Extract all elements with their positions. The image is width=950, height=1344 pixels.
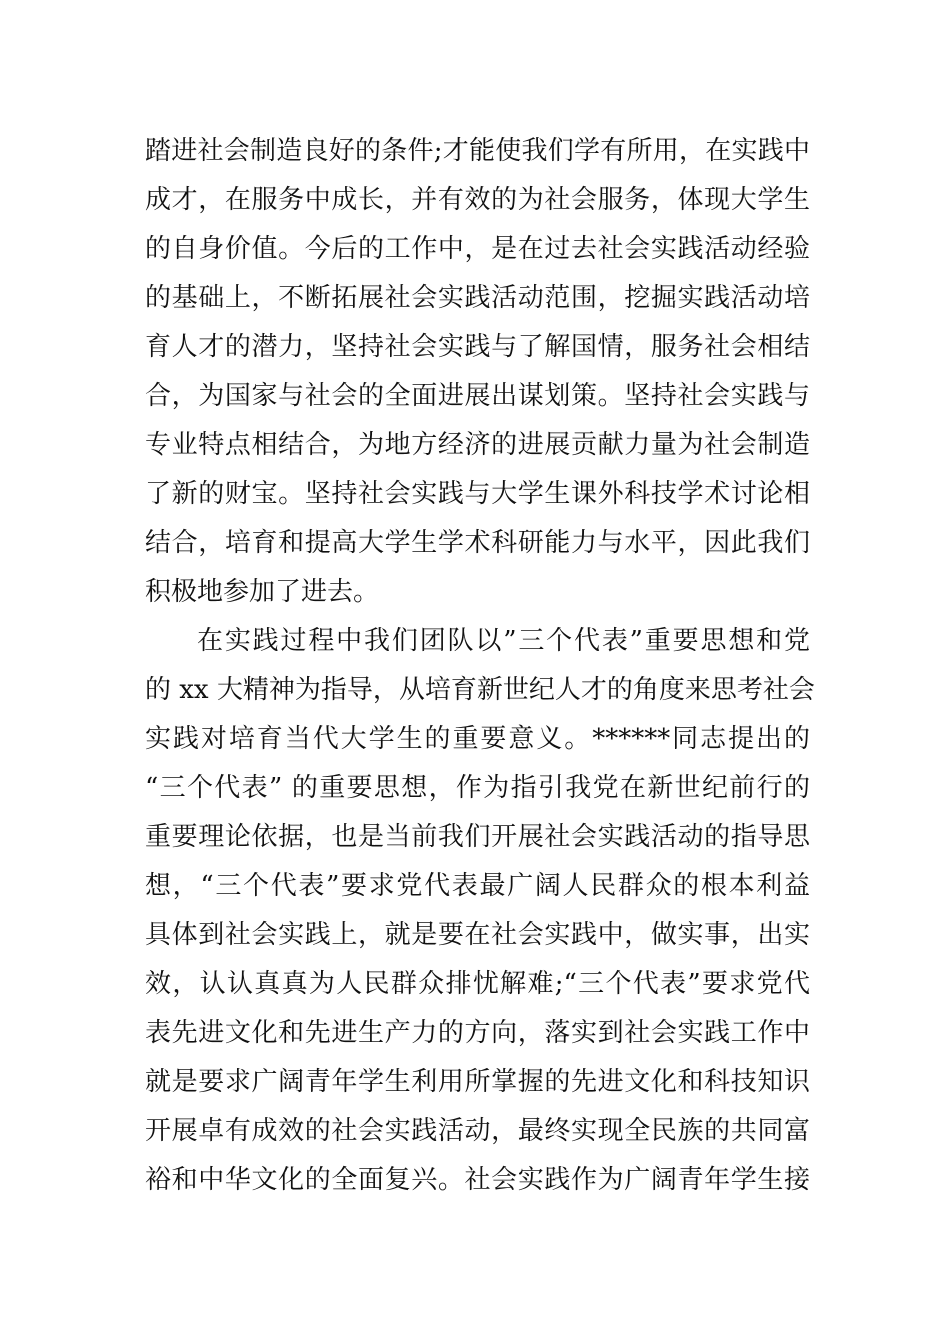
paragraph-line: 重要理论依据，也是当前我们开展社会实践活动的指导思 (145, 822, 810, 852)
document-body (145, 127, 815, 1205)
paragraph-line: 专业特点相结合，为地方经济的进展贡献力量为社会制造 (145, 430, 810, 460)
paragraph-line: 就是要求广阔青年学生利用所掌握的先进文化和科技知识 (145, 1067, 810, 1097)
paragraph-line: 积极地参加了进去。 (145, 577, 380, 607)
paragraph-line: 裕和中华文化的全面复兴。社会实践作为广阔青年学生接 (145, 1165, 810, 1195)
paragraph-line: 踏进社会制造良好的条件;才能使我们学有所用，在实践中 (145, 136, 810, 166)
paragraph-line: 具体到社会实践上，就是要在社会实践中，做实事，出实 (145, 920, 810, 950)
paragraph-line: 合，为国家与社会的全面进展出谋划策。坚持社会实践与 (145, 381, 810, 411)
paragraph-line: 的基础上，不断拓展社会实践活动范围，挖掘实践活动培 (145, 283, 810, 313)
paragraph-line: 效，认认真真为人民群众排忧解难;“三个代表”要求党代 (145, 969, 810, 999)
paragraph-1 (145, 127, 810, 617)
paragraph-line: 成才，在服务中成长，并有效的为社会服务，体现大学生 (145, 185, 810, 215)
paragraph-line: 结合，培育和提高大学生学术科研能力与水平，因此我们 (145, 528, 810, 558)
paragraph-line: 想，“三个代表”要求党代表最广阔人民群众的根本利益 (145, 871, 810, 901)
paragraph-line: 表先进文化和先进生产力的方向，落实到社会实践工作中 (145, 1018, 810, 1048)
paragraph-line: 在实践过程中我们团队以”三个代表”重要思想和党 (197, 626, 810, 656)
paragraph-line: 育人才的潜力，坚持社会实践与了解国情，服务社会相结 (145, 332, 810, 362)
paragraph-line: 了新的财宝。坚持社会实践与大学生课外科技学术讨论相 (145, 479, 810, 509)
paragraph-2 (145, 617, 815, 1205)
paragraph-line: 实践对培育当代大学生的重要意义。******同志提出的 (145, 724, 810, 754)
paragraph-line: “三个代表” 的重要思想，作为指引我党在新世纪前行的 (145, 773, 810, 803)
paragraph-line: 的自身价值。今后的工作中，是在过去社会实践活动经验 (145, 234, 810, 264)
paragraph-line: 开展卓有成效的社会实践活动，最终实现全民族的共同富 (145, 1116, 810, 1146)
paragraph-line: 的 xx 大精神为指导，从培育新世纪人才的角度来思考社会 (145, 675, 815, 705)
